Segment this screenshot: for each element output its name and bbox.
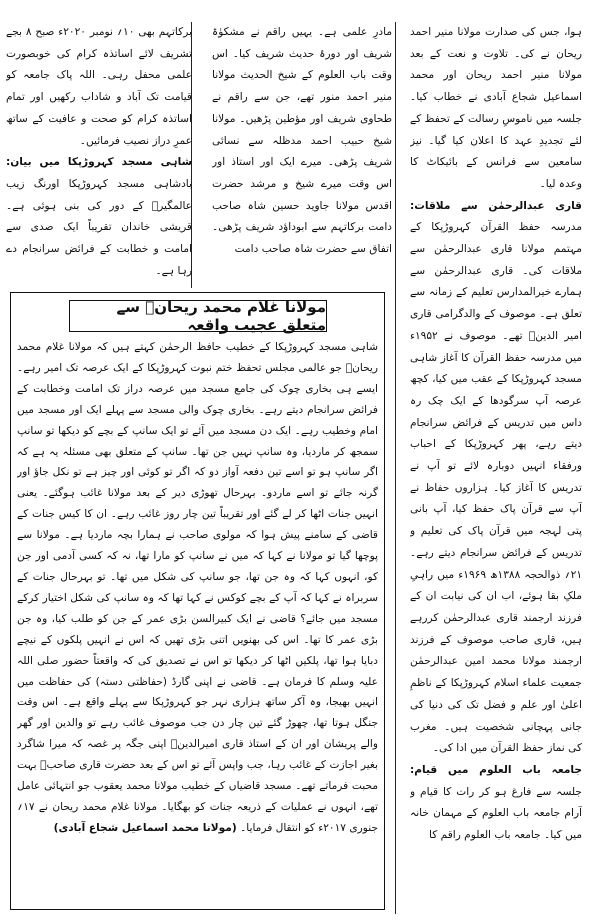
- qari-meeting-section: [410, 196, 582, 760]
- jamia-stay-section: [410, 760, 582, 847]
- right-col-paragraph-1: ہوا، جس کی صدارت مولانا منیر احمد ریحان نے کی۔ تلاوت و نعت کے بعد مولانا منیر احمد ریحان اور محمد اسماعیل شجاع آبادی نے خطاب کیا۔ جلسہ میں ناموسِ رسالت کے تحفظ کے لئے تجدیدِ عہد کا اعلان کیا گیا۔ نیز سامعین سے فرانس کے بائیکاٹ کا وعدہ لیا۔: [410, 26, 582, 190]
- column-divider-right: [395, 22, 396, 914]
- left-column: [6, 22, 192, 288]
- jamia-stay-heading: جامعہ باب العلوم میں قیام:: [410, 763, 582, 776]
- middle-column: [212, 22, 392, 288]
- right-column: [410, 22, 582, 914]
- incident-text: [17, 337, 378, 839]
- incident-box: [10, 292, 385, 910]
- qari-meeting-text: مدرسہ حفظ القرآن کہروڑپکا کے مہتمم مولانا قاری عبدالرحمٰن سے ملاقات کی۔ قاری عبدالرحمٰن سے ہمارے خیرالمدارس تعلیم کے زمانہ سے تعلق ہے۔ موصوف کے والدگرامی قاری امیر الدینؒ تھے۔ موصوف نے ۱۹۵۲ء میں مدرسہ حفظ القرآن کا آغاز شاہی مسجد کہروڑپکا کے عقب میں کیا، کچھ عرصہ آپ سرگودھا کے ایک چک رہ داس میں تدریس کے فرائض سرانجام دیتے رہے، پھر کہروڑپکا کے احباب ورفقاء انہیں دوبارہ لائے تو آپ نے تدریس کا آغاز کیا۔ ہزاروں حفاظ نے آپ سے قرآن پاک حفظ کیا، آپ بانی پتی لہجہ میں قرآن پاک کی تعلیم و تدریس کے فرائض سرانجام دیتے رہے۔ ۲۱؍ ذوالحجہ ۱۳۸۸ھ ۱۹۶۹ء میں راہیِ ملکِ بقا ہوئے، اب ان کی نیابت ان کے فرزند ارجمند قاری عبدالرحمٰن کررہے ہیں، قاری صاحب موصوف کے فرزند ارجمند مولانا محمد امین عبدالرحمٰن جمعیت علماء اسلام کہروڑپکا کے ناظمِ اعلیٰ اور علم و فضل تک کی دنیا کی جانی پہچانی شخصیت ہیں۔ مغرب کی نماز حفظ القرآن میں ادا کی۔: [410, 221, 582, 755]
- shahi-masjid-heading: شاہی مسجد کہروڑپکا میں بیان:: [6, 156, 192, 169]
- middle-col-paragraph: مادرِ علمی ہے۔ یہیں راقم نے مشکوٰۃ شریف اور دورۂ حدیث شریف کیا۔ اس وقت باب العلوم کے شیخ الحدیث مولانا منیر احمد منور تھے، جن سے راقم نے طحاوی شریف اور مؤطین پڑھیں۔ مولانا شیخ حبیب احمد مدظلہ سے نسائی شریف پڑھی۔ میرے ایک اور استاذ اور اس وقت میرے شیخ و مرشد حضرت اقدس مولانا جاوید حسین شاہ صاحب دامت برکاتہم سے ابوداؤد شریف پڑھی۔ اتفاق سے حضرت شاہ صاحب دامت: [212, 26, 392, 256]
- shahi-masjid-section: [6, 152, 192, 282]
- jamia-stay-text: جلسہ سے فارغ ہو کر رات کا قیام و آرام جامعہ باب العلوم کے مہمان خانہ میں کیا۔ جامعہ باب العلوم راقم کا: [410, 785, 582, 842]
- incident-credit: (مولانا محمد اسماعیل شجاع آبادی): [53, 821, 237, 834]
- incident-box-body: [17, 337, 378, 903]
- qari-meeting-heading: قاری عبدالرحمٰن سے ملاقات:: [410, 199, 582, 212]
- incident-box-title: مولانا غلام محمد ریحانؒ سے متعلق عجیب واقعہ: [69, 300, 327, 332]
- left-col-paragraph-1: برکاتہم بھی ۱۰؍ نومبر ۲۰۲۰ء صبح ۸ بجے تشریف لائے اساتذہ کرام کی خوبصورت علمی محفل رہی۔ اللہ پاک جامعہ کو قیامت تک آباد و شاداب رکھیں اور تمام اساتذہ کرام کو صحت و عافیت کے ساتھ عمرِ دراز نصیب فرمائیں۔: [6, 26, 192, 147]
- shahi-masjid-text: بادشاہی مسجد کہروڑپکا اورنگ زیب عالمگیرؒ کے دور کی بنی ہوئی ہے۔ قریشی خاندان تقریباً ایک صدی سے امامت و خطابت کے فرائض سرانجام دے رہا ہے۔: [6, 177, 192, 277]
- incident-story: شاہی مسجد کہروڑپکا کے خطیب حافظ الرحمٰن کہتے ہیں کہ مولانا غلام محمد ریحانؒ جو عالمی مجلس تحفظ ختم نبوت کہروڑپکا کے ایک عرصہ تک امیر رہے۔ ایسے ہی بخاری چوک کی جامع مسجد میں عرصہ دراز تک امامت وخطابت کے فرائض سرانجام دیتے رہے۔ بخاری چوک والی مسجد سے پہلے ایک اور مسجد میں امام وخطیب رہے۔ ایک دن مسجد میں آئے تو ایک سانپ کے بچے کو دیکھا تو سانپ سمجھ کر ماردیا، وہ سانپ نہیں جن تھا۔ سانپ کے متعلق بھی مسئلہ یہ ہے کہ اگر سانپ ہو تو اسے تین دفعہ آواز دو کہ اگر تو کوئی اور چیز ہے تو نکل جاؤ اور گرنہ جائے تو اسے ماردو۔ بہرحال تھوڑی دیر کے بعد مولانا غائب ہوگئے۔ یعنی انہیں جنات اٹھا کر لے گئے اور تقریباً تین چار روز غائب رہے۔ ان کا کیس جنات کے قاضی کے سامنے پیش ہوا کہ مولوی صاحب نے ہمارا بچہ ماردیا ہے۔ مولانا سے پوچھا گیا تو مولانا نے کہا کہ میں نے سانپ کو مارا تھا، نہ کہ کسی آدمی اور جن کو، انہوں کہا کہ وہ جن تھا، جو سانپ کی شکل میں تھا۔ تو بہرحال جنات کے سربراہ نے کہا کہ آپ کے بچے کوکس نے کہا تھا کہ وہ سانپ کی شکل اختیار کرکے مسجد میں جائے؟ قاضی نے ایک کبیرالسن بڑی عمر کے جن کو طلب کیا، وہ جن بڑی عمر کا تھا۔ اس کی بھنویں اتنی بڑی تھیں کہ اس نے انہیں پلکوں کے نیچے دبایا ہوا تھا، پلکیں اٹھا کر دیکھا تو اس نے تصدیق کی کہ واقعتاً حضور صلی اللہ علیہ وسلم کا فرمان ہے۔ قاضی نے اپنی گارڈ (حفاظتی دستہ) کی حفاظت میں انہیں بھیجا، وہ آکر ساتھ ہزاری نہر جو کہروڑپکا سے پہلے واقع ہے۔ اس وقت جنگل ہوتا تھا، چھوڑ گئے تین چار دن جب موصوف غائب رہے تو والدین اور گھر والے پریشان اور ان کے استاذ قاری امیرالدینؒ اپنی جگہ پر غصہ کہ میرا شاگرد بغیر اجازت کے غائب رہا، جب واپس آئے تو اس کے بعد حضرت قاری صاحبؒ بہت محبت فرماتے تھے۔ مسجد قاضیاں کے خطیب مولانا محمد یعقوب جو انتہائی عامل تھے، انہوں نے عملیات کے ذریعہ جنات کو بھگایا۔ مولانا غلام محمد ریحان نے ۱۷؍ جنوری ۲۰۱۷ء کو انتقال فرمایا۔: [17, 341, 378, 834]
